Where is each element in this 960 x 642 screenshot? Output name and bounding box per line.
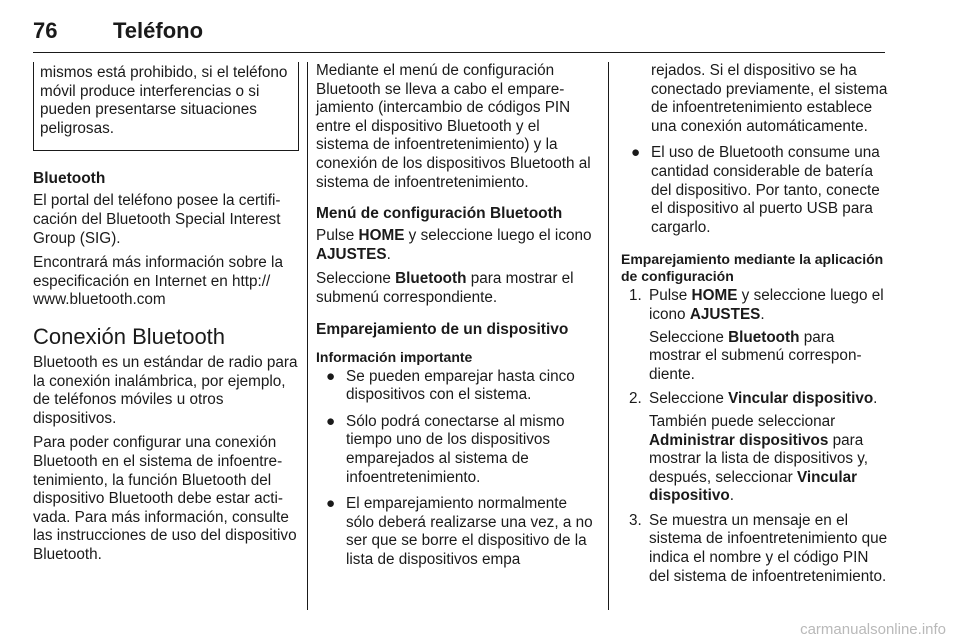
watermark: carmanualsonline.info xyxy=(800,621,946,638)
section-heading-menu: Menú de configuración Bluetooth xyxy=(316,205,563,223)
subheading-informacion: Información importante xyxy=(316,348,473,365)
subheading-aplicacion: Emparejamiento mediante la aplicación de configuración xyxy=(621,251,884,285)
paragraph: Mediante el menú de configuración Bluetooth se lleva a cabo el emparejamiento (intercambio de códigos PIN entre el dispositivo Bluetooth y el sistema de infoentretenimiento) y la conexión de los dispositivos Bluetooth al sistema de infoentretenimiento. xyxy=(316,62,591,191)
section-heading-conexion: Conexión Bluetooth xyxy=(33,323,226,349)
column-divider xyxy=(608,62,609,610)
step-1: 1. Pulse HOME y seleccione luego el icono AJUSTES. xyxy=(629,287,884,323)
step-2-detail: También puede seleccionar Administrar dispositivos para mostrar la lista de dispositivos y, después, seleccionar Vincular dispositivo. xyxy=(649,412,869,505)
column-2 xyxy=(316,62,594,577)
page-header xyxy=(33,16,885,53)
warning-box xyxy=(33,62,299,151)
step-2: 2. Seleccione Vincular dispositivo. xyxy=(629,390,878,408)
column-1 xyxy=(33,62,299,570)
list-item: ● Sólo podrá conectarse al mismo tiempo uno de los dispositivos emparejados al sistema de infoentretenimiento. xyxy=(326,412,565,486)
page-number: 76 xyxy=(33,18,58,43)
paragraph: Seleccione Bluetooth para mostrar el submenú correspondiente. xyxy=(316,270,574,306)
list-item-continuation: rejados. Si el dispositivo se ha conectado previamente, el sistema de infoentretenimiento establece una conexión automáticamente. xyxy=(651,62,888,135)
section-heading-bluetooth: Bluetooth xyxy=(33,170,106,188)
section-heading-emparejamiento: Emparejamiento de un dispositivo xyxy=(316,320,569,338)
paragraph: Bluetooth es un estándar de radio para la conexión inalámbrica, por ejemplo, de teléfonos móviles u otros dispositivos. xyxy=(33,353,298,427)
bullet-icon: ● xyxy=(326,367,336,385)
warning-text: mismos está prohibido, si el teléfono móvil produce interferencias o si pueden presentarse situaciones peligrosas. xyxy=(40,64,288,137)
bullet-icon: ● xyxy=(631,144,641,162)
list-item: ● Se pueden emparejar hasta cinco dispositivos con el sistema. xyxy=(326,367,575,404)
paragraph: Encontrará más información sobre la especificación en Internet en http:// www.bluetooth.com xyxy=(33,254,283,309)
bullet-icon: ● xyxy=(326,412,336,430)
list-item: ● El emparejamiento normalmente sólo deberá realizarse una vez, a no ser que se borre el dispositivo de la lista de dispositivos empa xyxy=(326,495,593,568)
column-divider xyxy=(307,62,308,610)
paragraph: El portal del teléfono posee la certificación del Bluetooth Special Interest Group (SIG). xyxy=(33,192,281,247)
step-3: 3. Se muestra un mensaje en el sistema de infoentretenimiento que indica el nombre y el código PIN del sistema de infoentretenimiento. xyxy=(629,511,888,585)
list-item: ● El uso de Bluetooth consume una cantidad considerable de batería del dispositivo. Por tanto, conecte el dispositivo al puerto USB para cargarlo. xyxy=(631,144,880,236)
paragraph: Pulse HOME y seleccione luego el icono AJUSTES. xyxy=(316,227,592,263)
bullet-icon: ● xyxy=(326,495,336,513)
paragraph: Para poder configurar una conexión Bluetooth en el sistema de infoentretenimiento, la función Bluetooth del dispositivo Bluetooth debe estar activada. Para más información, consulte las instrucciones de uso del dispositivo Bluetooth. xyxy=(33,434,297,563)
column-3 xyxy=(621,62,889,590)
page-title: Teléfono xyxy=(113,18,204,43)
step-1-detail: Seleccione Bluetooth para mostrar el submenú correspondiente. xyxy=(649,328,862,383)
